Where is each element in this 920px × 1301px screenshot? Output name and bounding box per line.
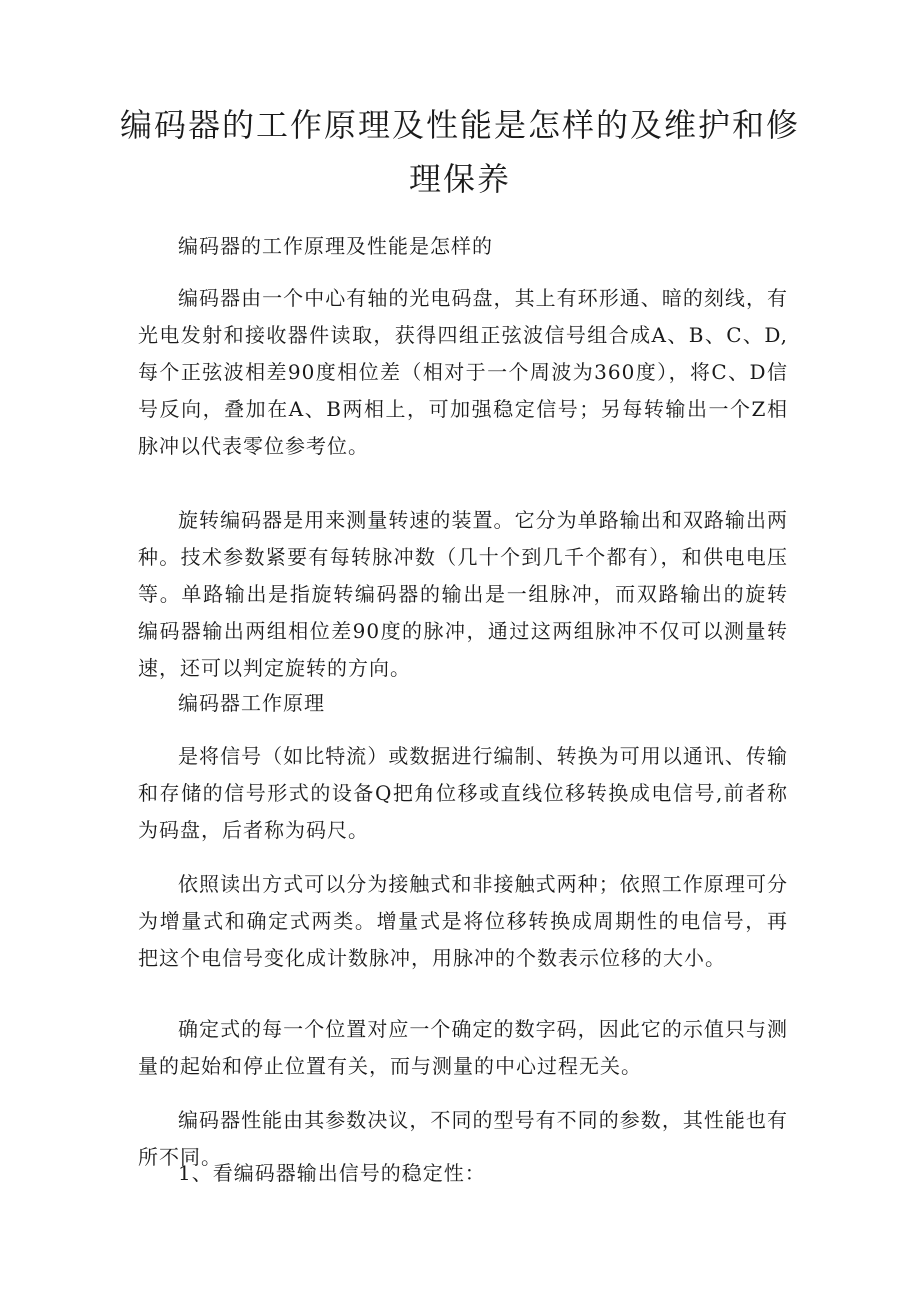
- paragraph-heading-working-principle: 编码器工作原理: [178, 691, 325, 715]
- paragraph-output-stability: 1、看编码器输出信号的稳定性：: [178, 1161, 486, 1185]
- document-title: 编码器的工作原理及性能是怎样的及维护和修理保养: [120, 106, 801, 198]
- paragraph-absolute-encoder: 确定式的每一个位置对应一个确定的数字码，因此它的示值只与测量的起始和停止位置有关，而与测量的中心过程无关。: [138, 1017, 788, 1078]
- paragraph-encoder-performance: 编码器性能由其参数决议，不同的型号有不同的参数，其性能也有所不同。: [138, 1108, 788, 1169]
- paragraph-encoder-definition: 是将信号（如比特流）或数据进行编制、转换为可用以通讯、传输和存储的信号形式的设备Q把角位移或直线位移转换成电信号,前者称为码盘，后者称为码尺。: [138, 744, 788, 842]
- paragraph-heading-principle-performance: 编码器的工作原理及性能是怎样的: [178, 234, 493, 258]
- paragraph-rotary-encoder: 旋转编码器是用来测量转速的装置。它分为单路输出和双路输出两种。技术参数紧要有每转脉冲数（几十个到几千个都有），和供电电压等。单路输出是指旋转编码器的输出是一组脉冲，而双路输出的旋转编码器输出两组相位差90度的脉冲，通过这两组脉冲不仅可以测量转速，还可以判定旋转的方向。: [138, 508, 788, 680]
- paragraph-encoder-structure: 编码器由一个中心有轴的光电码盘，其上有环形通、暗的刻线，有光电发射和接收器件读取，获得四组正弦波信号组合成A、B、C、D,每个正弦波相差90度相位差（相对于一个周波为360度），将C、D信号反向，叠加在A、B两相上，可加强稳定信号；另每转输出一个Z相脉冲以代表零位参考位。: [138, 286, 788, 458]
- paragraph-encoder-classification: 依照读出方式可以分为接触式和非接触式两种；依照工作原理可分为增量式和确定式两类。增量式是将位移转换成周期性的电信号，再把这个电信号变化成计数脉冲，用脉冲的个数表示位移的大小。: [138, 872, 788, 970]
